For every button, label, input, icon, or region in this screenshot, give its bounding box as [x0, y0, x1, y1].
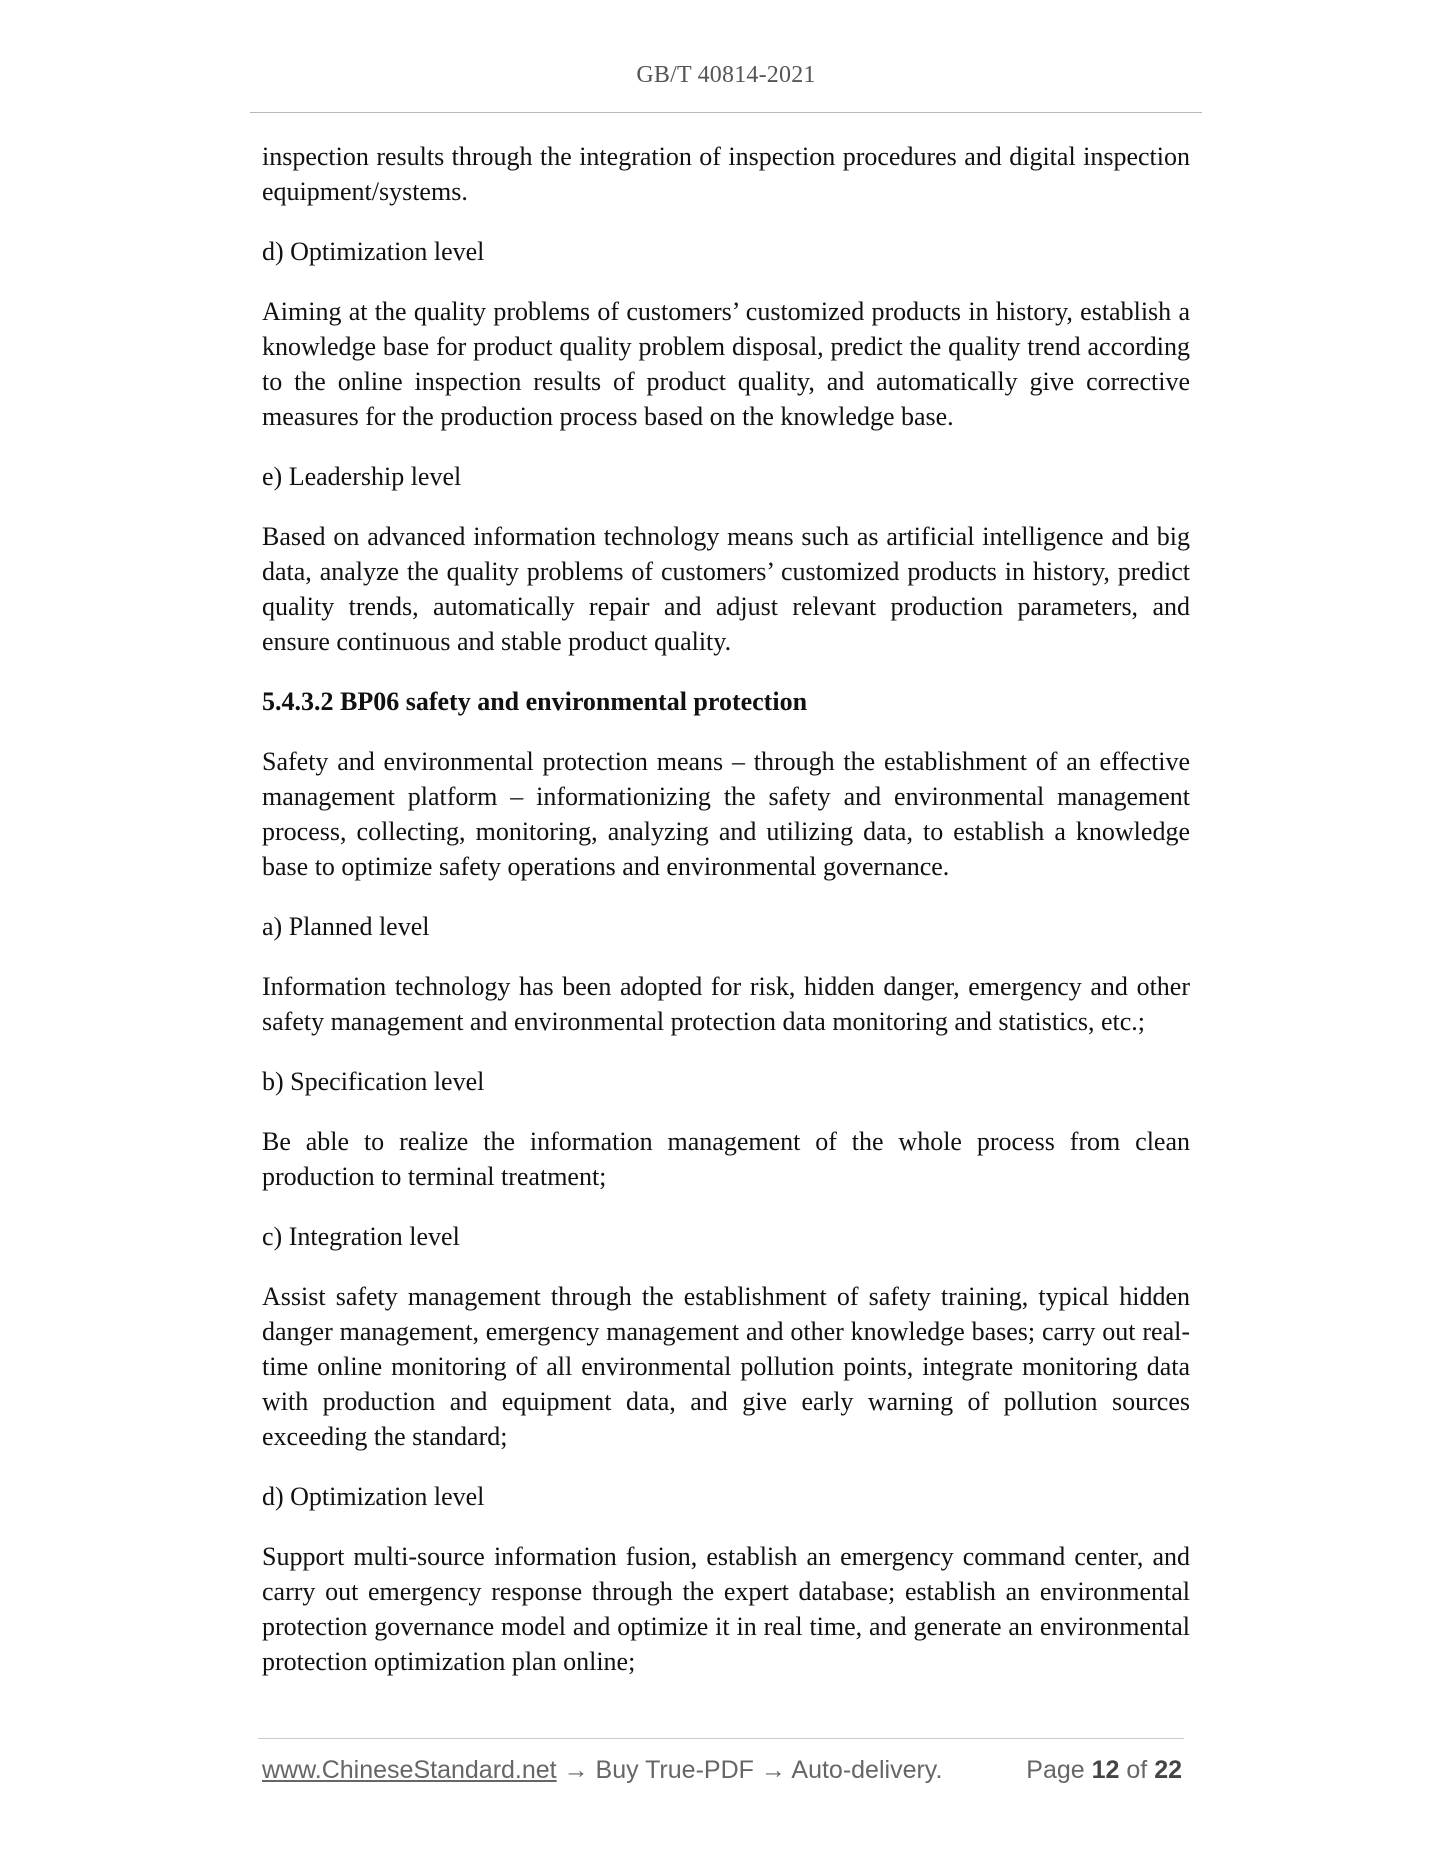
level-label-optimization-safety: d) Optimization level — [262, 1482, 485, 1511]
paragraph-specification-safety: Be able to realize the information management of the whole process from clean production to terminal treatment; — [262, 1127, 1190, 1191]
level-label-optimization: d) Optimization level — [262, 237, 485, 266]
page-footer — [262, 1756, 1182, 1790]
website-link[interactable]: www.ChineseStandard.net — [262, 1756, 557, 1784]
paragraph-optimization-quality: Aiming at the quality problems of customers’ customized products in history, establish a knowledge base for product quality problem disposal, predict the quality trend according to the online inspection results of product quality, and automatically give corrective measures for the production process based on the knowledge base. — [262, 297, 1190, 431]
current-page-number: 12 — [1091, 1756, 1120, 1784]
paragraph-leadership-quality: Based on advanced information technology means such as artificial intelligence and big data, analyze the quality problems of customers’ customized products in history, predict quality trends, automatically repair and adjust relevant production parameters, and ensure continuous and stable product quality. — [262, 522, 1190, 656]
level-label-planned: a) Planned level — [262, 912, 430, 941]
footer-promo — [262, 1756, 942, 1785]
paragraph-safety-intro: Safety and environmental protection means – through the establishment of an effective management platform – informationizing the safety and environmental management process, collecting, monitoring, analyzing and utilizing data, to establish a knowledge base to optimize safety operations and environmental governance. — [262, 747, 1190, 881]
section-heading-bp06: 5.4.3.2 BP06 safety and environmental protection — [262, 687, 808, 716]
paragraph-inspection-results: inspection results through the integration of inspection procedures and digital inspection equipment/systems. — [262, 142, 1190, 206]
level-label-integration: c) Integration level — [262, 1222, 460, 1251]
document-code-header: GB/T 40814-2021 — [636, 62, 816, 88]
paragraph-planned-safety: Information technology has been adopted for risk, hidden danger, emergency and other safety management and environmental protection data monitoring and statistics, etc.; — [262, 972, 1190, 1036]
level-label-specification: b) Specification level — [262, 1067, 485, 1096]
level-label-leadership: e) Leadership level — [262, 462, 462, 491]
paragraph-optimization-safety: Support multi-source information fusion, establish an emergency command center, and carry out emergency response through the expert database; establish an environmental protection governance model and optimize it in real time, and generate an environmental protection optimization plan online; — [262, 1542, 1190, 1676]
total-page-count: 22 — [1154, 1756, 1182, 1784]
paragraph-integration-safety: Assist safety management through the establishment of safety training, typical hidden danger management, emergency management and other knowledge bases; carry out real-time online monitoring of all environmental pollution points, integrate monitoring data with production and equipment data, and give early warning of pollution sources exceeding the standard; — [262, 1282, 1190, 1451]
document-body — [262, 139, 1190, 1704]
footer-divider — [258, 1738, 1184, 1739]
header-divider — [250, 112, 1202, 113]
footer-tagline: → Buy True-PDF → Auto-delivery. — [556, 1756, 943, 1784]
of-word: of — [1126, 1756, 1148, 1784]
page-word: Page — [1026, 1756, 1085, 1784]
page-indicator — [1026, 1756, 1182, 1785]
